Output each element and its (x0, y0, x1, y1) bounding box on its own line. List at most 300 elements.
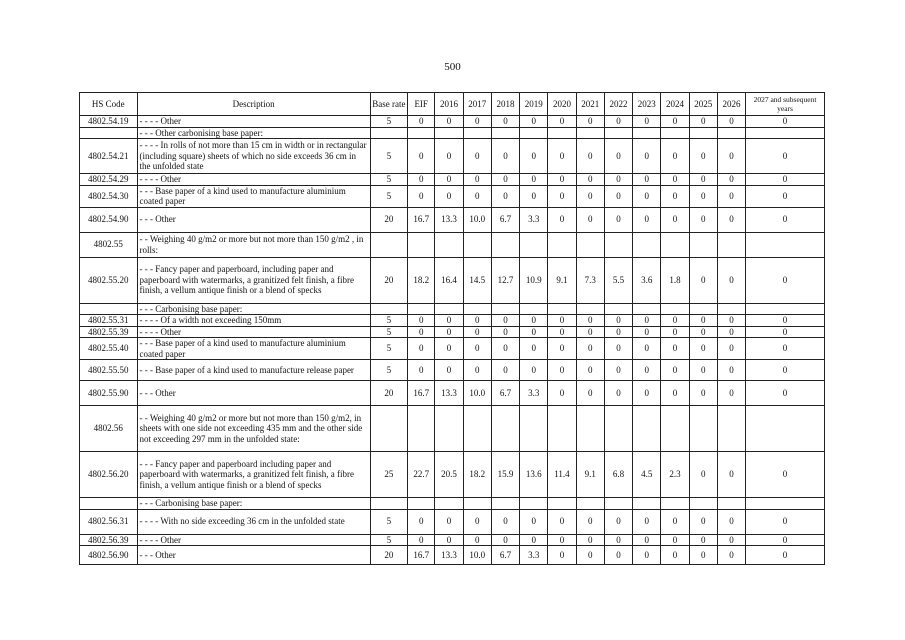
rate-cell: 0 (520, 509, 548, 534)
rate-cell: 0 (548, 139, 576, 174)
rate-cell: 18.2 (408, 257, 435, 303)
rate-cell (520, 406, 548, 452)
rate-cell (576, 406, 604, 452)
rate-cell: 10.0 (463, 381, 491, 406)
hs-code-cell: 4802.55.50 (80, 360, 138, 381)
rate-cell: 0 (576, 207, 604, 232)
rate-cell: 5 (370, 534, 407, 546)
rate-cell (689, 127, 717, 139)
rate-cell: 0 (548, 546, 576, 565)
rate-cell: 0 (463, 326, 491, 338)
rate-cell: 0 (633, 509, 661, 534)
rate-cell: 0 (633, 315, 661, 327)
rate-cell: 0 (633, 546, 661, 565)
rate-cell: 16.7 (408, 381, 435, 406)
rate-cell: 10.9 (520, 257, 548, 303)
rate-cell: 0 (520, 534, 548, 546)
rate-cell (633, 232, 661, 257)
hs-code-cell: 4802.56.39 (80, 534, 138, 546)
rate-cell: 3.6 (633, 257, 661, 303)
rate-cell: 18.2 (463, 452, 491, 498)
rate-cell: 5 (370, 326, 407, 338)
rate-cell: 0 (548, 338, 576, 360)
description-cell: - - Weighing 40 g/m2 or more but not more than 150 g/m2 , in rolls: (137, 232, 370, 257)
rate-cell (370, 232, 407, 257)
column-header: 2018 (491, 93, 519, 116)
rate-cell (491, 303, 519, 315)
rate-cell: 0 (604, 338, 632, 360)
rate-cell: 0 (520, 326, 548, 338)
rate-cell: 0 (661, 207, 689, 232)
rate-cell: 0 (435, 174, 463, 186)
rate-cell: 3.3 (520, 546, 548, 565)
rate-cell: 0 (689, 338, 717, 360)
column-header: 2017 (463, 93, 491, 116)
rate-cell (463, 127, 491, 139)
rate-cell: 0 (408, 509, 435, 534)
rate-cell: 0 (633, 139, 661, 174)
description-cell: - - - - Other (137, 116, 370, 128)
rate-cell: 0 (548, 207, 576, 232)
rate-cell (520, 498, 548, 510)
rate-cell: 0 (408, 326, 435, 338)
rate-cell: 10.0 (463, 546, 491, 565)
hs-code-cell: 4802.56.31 (80, 509, 138, 534)
table-row (80, 303, 825, 315)
rate-cell: 3.3 (520, 381, 548, 406)
rate-cell (661, 303, 689, 315)
rate-cell: 0 (463, 174, 491, 186)
rate-cell: 0 (689, 509, 717, 534)
rate-cell: 0 (717, 326, 745, 338)
rate-cell: 0 (548, 326, 576, 338)
description-cell: - - - Base paper of a kind used to manufacture aluminium coated paper (137, 185, 370, 207)
rate-cell: 0 (576, 338, 604, 360)
rate-cell: 0 (746, 546, 825, 565)
table-row (80, 534, 825, 546)
rate-cell: 0 (661, 326, 689, 338)
rate-cell: 0 (408, 315, 435, 327)
rate-cell (604, 498, 632, 510)
rate-cell: 5.5 (604, 257, 632, 303)
rate-cell: 0 (661, 139, 689, 174)
rate-cell: 5 (370, 509, 407, 534)
rate-cell: 0 (576, 326, 604, 338)
hs-code-cell: 4802.55.90 (80, 381, 138, 406)
rate-cell: 0 (633, 381, 661, 406)
table-row (80, 315, 825, 327)
description-cell: - - - Base paper of a kind used to manufacture release paper (137, 360, 370, 381)
rate-cell (548, 127, 576, 139)
rate-cell: 0 (491, 509, 519, 534)
rate-cell: 5 (370, 139, 407, 174)
rate-cell (633, 406, 661, 452)
rate-cell: 2.3 (661, 452, 689, 498)
rate-cell (548, 303, 576, 315)
rate-cell: 6.7 (491, 207, 519, 232)
rate-cell: 0 (717, 315, 745, 327)
column-header: 2019 (520, 93, 548, 116)
rate-cell (689, 232, 717, 257)
rate-cell (370, 303, 407, 315)
rate-cell: 0 (689, 139, 717, 174)
hs-code-cell (80, 303, 138, 315)
rate-cell (746, 303, 825, 315)
rate-cell (746, 406, 825, 452)
rate-cell: 0 (548, 360, 576, 381)
rate-cell: 0 (435, 116, 463, 128)
rate-cell: 0 (491, 338, 519, 360)
rate-cell: 0 (435, 534, 463, 546)
rate-cell: 22.7 (408, 452, 435, 498)
rate-cell (491, 127, 519, 139)
rate-cell: 6.7 (491, 546, 519, 565)
column-header: 2023 (633, 93, 661, 116)
table-header-row (80, 93, 825, 116)
rate-cell: 0 (576, 139, 604, 174)
description-cell: - - - - Other (137, 174, 370, 186)
rate-cell (746, 498, 825, 510)
hs-code-cell: 4802.54.90 (80, 207, 138, 232)
description-cell: - - - Other (137, 546, 370, 565)
rate-cell (548, 406, 576, 452)
rate-cell: 0 (746, 326, 825, 338)
rate-cell: 0 (661, 185, 689, 207)
rate-cell: 0 (604, 185, 632, 207)
rate-cell: 0 (633, 116, 661, 128)
hs-code-cell: 4802.54.30 (80, 185, 138, 207)
rate-cell: 0 (746, 257, 825, 303)
hs-code-cell: 4802.55 (80, 232, 138, 257)
rate-cell: 0 (463, 360, 491, 381)
rate-cell: 0 (746, 116, 825, 128)
rate-cell (370, 498, 407, 510)
rate-cell (463, 406, 491, 452)
table-row (80, 360, 825, 381)
table-row (80, 139, 825, 174)
rate-cell: 20 (370, 381, 407, 406)
table-row (80, 127, 825, 139)
hs-code-cell: 4802.54.19 (80, 116, 138, 128)
rate-cell: 0 (576, 546, 604, 565)
page-number: 500 (444, 61, 461, 73)
rate-cell: 0 (491, 326, 519, 338)
rate-cell: 0 (520, 315, 548, 327)
rate-cell: 0 (689, 207, 717, 232)
rate-cell: 0 (408, 139, 435, 174)
rate-cell (520, 232, 548, 257)
hs-code-cell: 4802.54.21 (80, 139, 138, 174)
column-header: 2024 (661, 93, 689, 116)
rate-cell (633, 127, 661, 139)
rate-cell: 0 (689, 116, 717, 128)
rate-cell: 0 (463, 139, 491, 174)
table-row (80, 498, 825, 510)
rate-cell: 0 (633, 185, 661, 207)
hs-code-cell (80, 498, 138, 510)
rate-cell: 0 (408, 360, 435, 381)
rate-cell (576, 232, 604, 257)
rate-cell: 0 (604, 139, 632, 174)
rate-cell: 25 (370, 452, 407, 498)
rate-cell: 0 (689, 534, 717, 546)
rate-cell: 0 (661, 174, 689, 186)
rate-cell: 0 (491, 360, 519, 381)
rate-cell: 0 (548, 174, 576, 186)
rate-cell: 0 (746, 509, 825, 534)
rate-cell: 0 (661, 338, 689, 360)
rate-cell (491, 406, 519, 452)
rate-cell: 0 (408, 534, 435, 546)
rate-cell: 0 (746, 174, 825, 186)
rate-cell: 0 (633, 207, 661, 232)
rate-cell: 0 (717, 185, 745, 207)
rate-cell (604, 127, 632, 139)
hs-code-cell: 4802.55.39 (80, 326, 138, 338)
table-row (80, 406, 825, 452)
hs-code-cell: 4802.56.90 (80, 546, 138, 565)
rate-cell: 0 (548, 185, 576, 207)
rate-cell: 0 (604, 315, 632, 327)
rate-cell: 0 (689, 546, 717, 565)
table-body (80, 116, 825, 565)
rate-cell (689, 303, 717, 315)
rate-cell (633, 303, 661, 315)
rate-cell: 11.4 (548, 452, 576, 498)
rate-cell: 5 (370, 338, 407, 360)
rate-cell (408, 498, 435, 510)
rate-cell: 13.3 (435, 207, 463, 232)
column-header: 2027 and subsequent years (746, 93, 825, 116)
rate-cell: 9.1 (548, 257, 576, 303)
rate-cell: 0 (463, 509, 491, 534)
rate-cell (408, 232, 435, 257)
rate-cell: 0 (435, 315, 463, 327)
rate-cell: 0 (689, 185, 717, 207)
rate-cell: 0 (435, 139, 463, 174)
rate-cell (435, 232, 463, 257)
rate-cell: 6.8 (604, 452, 632, 498)
rate-cell: 0 (520, 360, 548, 381)
rate-cell: 0 (689, 381, 717, 406)
rate-cell (435, 498, 463, 510)
table-row (80, 546, 825, 565)
rate-cell: 0 (408, 185, 435, 207)
rate-cell (604, 232, 632, 257)
rate-cell: 20.5 (435, 452, 463, 498)
rate-cell (717, 232, 745, 257)
column-header: 2020 (548, 93, 576, 116)
rate-cell: 0 (633, 174, 661, 186)
rate-cell: 0 (463, 116, 491, 128)
rate-cell: 5 (370, 185, 407, 207)
column-header: 2026 (717, 93, 745, 116)
description-cell: - - - Carbonising base paper: (137, 303, 370, 315)
rate-cell (463, 498, 491, 510)
column-header: 2016 (435, 93, 463, 116)
table-row (80, 509, 825, 534)
rate-cell (408, 127, 435, 139)
rate-cell: 0 (576, 381, 604, 406)
rate-cell: 0 (604, 534, 632, 546)
rate-cell: 0 (717, 139, 745, 174)
rate-cell (370, 127, 407, 139)
rate-cell: 0 (520, 139, 548, 174)
rate-cell (661, 127, 689, 139)
rate-cell: 0 (463, 338, 491, 360)
rate-cell: 0 (717, 360, 745, 381)
column-header: Description (137, 93, 370, 116)
rate-cell: 0 (689, 257, 717, 303)
rate-cell: 16.7 (408, 546, 435, 565)
rate-cell: 0 (463, 534, 491, 546)
rate-cell: 13.3 (435, 381, 463, 406)
rate-cell: 0 (746, 338, 825, 360)
rate-cell: 0 (661, 116, 689, 128)
rate-cell: 0 (689, 452, 717, 498)
rate-cell: 0 (717, 509, 745, 534)
rate-cell: 0 (717, 452, 745, 498)
rate-cell (661, 498, 689, 510)
rate-cell (520, 127, 548, 139)
table-row (80, 207, 825, 232)
rate-cell: 15.9 (491, 452, 519, 498)
rate-cell: 16.4 (435, 257, 463, 303)
rate-cell: 0 (746, 534, 825, 546)
table-row (80, 174, 825, 186)
rate-cell (689, 406, 717, 452)
hs-code-cell: 4802.56 (80, 406, 138, 452)
rate-cell: 0 (491, 139, 519, 174)
rate-cell: 0 (576, 185, 604, 207)
rate-cell (408, 406, 435, 452)
rate-cell: 0 (717, 257, 745, 303)
table-row (80, 116, 825, 128)
rate-cell (661, 406, 689, 452)
rate-cell: 0 (717, 546, 745, 565)
rate-cell: 0 (576, 360, 604, 381)
rate-cell (717, 303, 745, 315)
rate-cell: 0 (491, 116, 519, 128)
rate-cell (491, 232, 519, 257)
description-cell: - - - Fancy paper and paperboard including paper and paperboard with watermarks, a granitized felt finish, a fibre finish, a vellum antique finish or a blend of specks (137, 452, 370, 498)
rate-cell: 0 (520, 338, 548, 360)
rate-cell (408, 303, 435, 315)
rate-cell: 0 (717, 116, 745, 128)
rate-cell: 0 (491, 534, 519, 546)
rate-cell: 0 (491, 174, 519, 186)
table-row (80, 232, 825, 257)
hs-code-cell: 4802.56.20 (80, 452, 138, 498)
rate-cell: 0 (689, 315, 717, 327)
rate-cell: 13.3 (435, 546, 463, 565)
rate-cell: 0 (520, 116, 548, 128)
rate-cell (689, 498, 717, 510)
rate-cell (435, 406, 463, 452)
rate-cell: 0 (604, 326, 632, 338)
description-cell: - - - Base paper of a kind used to manufacture aluminium coated paper (137, 338, 370, 360)
rate-cell: 0 (548, 509, 576, 534)
column-header: Base rate (370, 93, 407, 116)
rate-cell: 0 (633, 534, 661, 546)
rate-cell: 0 (548, 116, 576, 128)
rate-cell: 5 (370, 174, 407, 186)
rate-cell: 0 (491, 315, 519, 327)
rate-cell: 0 (604, 509, 632, 534)
rate-cell: 12.7 (491, 257, 519, 303)
rate-cell (604, 303, 632, 315)
rate-cell: 0 (661, 509, 689, 534)
rate-cell: 0 (661, 534, 689, 546)
rate-cell: 0 (689, 326, 717, 338)
rate-cell (661, 232, 689, 257)
column-header: HS Code (80, 93, 138, 116)
rate-cell: 0 (491, 185, 519, 207)
rate-cell: 0 (633, 326, 661, 338)
rate-cell: 0 (408, 338, 435, 360)
rate-cell: 0 (435, 509, 463, 534)
rate-cell: 0 (576, 534, 604, 546)
rate-cell: 0 (576, 509, 604, 534)
rate-cell: 10.0 (463, 207, 491, 232)
rate-cell: 0 (661, 315, 689, 327)
rate-cell (633, 498, 661, 510)
hs-code-cell: 4802.55.31 (80, 315, 138, 327)
rate-cell: 0 (717, 338, 745, 360)
rate-cell: 20 (370, 207, 407, 232)
rate-cell: 0 (661, 546, 689, 565)
rate-cell: 0 (633, 360, 661, 381)
rate-cell: 0 (746, 452, 825, 498)
rate-cell: 0 (520, 174, 548, 186)
rate-cell: 14.5 (463, 257, 491, 303)
rate-cell: 0 (689, 360, 717, 381)
rate-cell: 0 (604, 360, 632, 381)
table-row (80, 381, 825, 406)
rate-cell: 1.8 (661, 257, 689, 303)
hs-code-cell: 4802.54.29 (80, 174, 138, 186)
rate-cell (435, 303, 463, 315)
rate-cell: 16.7 (408, 207, 435, 232)
description-cell: - - - - Other (137, 326, 370, 338)
hs-code-cell: 4802.55.20 (80, 257, 138, 303)
rate-cell (717, 127, 745, 139)
rate-cell: 13.6 (520, 452, 548, 498)
rate-cell: 0 (463, 315, 491, 327)
description-cell: - - - Fancy paper and paperboard, including paper and paperboard with watermarks, a granitized felt finish, a fibre finish, a vellum antique finish or a blend of specks (137, 257, 370, 303)
rate-cell: 0 (633, 338, 661, 360)
hs-code-cell (80, 127, 138, 139)
description-cell: - - - Other (137, 381, 370, 406)
rate-cell: 0 (661, 360, 689, 381)
column-header: 2025 (689, 93, 717, 116)
rate-cell: 0 (746, 185, 825, 207)
rate-cell: 0 (604, 174, 632, 186)
rate-cell (463, 232, 491, 257)
rate-cell: 20 (370, 257, 407, 303)
rate-cell: 6.7 (491, 381, 519, 406)
rate-cell: 5 (370, 116, 407, 128)
description-cell: - - - - In rolls of not more than 15 cm in width or in rectangular (including square) sheets of which no side exceeds 36 cm in the unfolded state (137, 139, 370, 174)
rate-cell: 0 (746, 139, 825, 174)
table-row (80, 326, 825, 338)
rate-cell (548, 498, 576, 510)
rate-cell: 0 (435, 185, 463, 207)
rate-cell: 0 (435, 326, 463, 338)
rate-cell: 0 (689, 174, 717, 186)
table-row (80, 185, 825, 207)
rate-cell (576, 303, 604, 315)
